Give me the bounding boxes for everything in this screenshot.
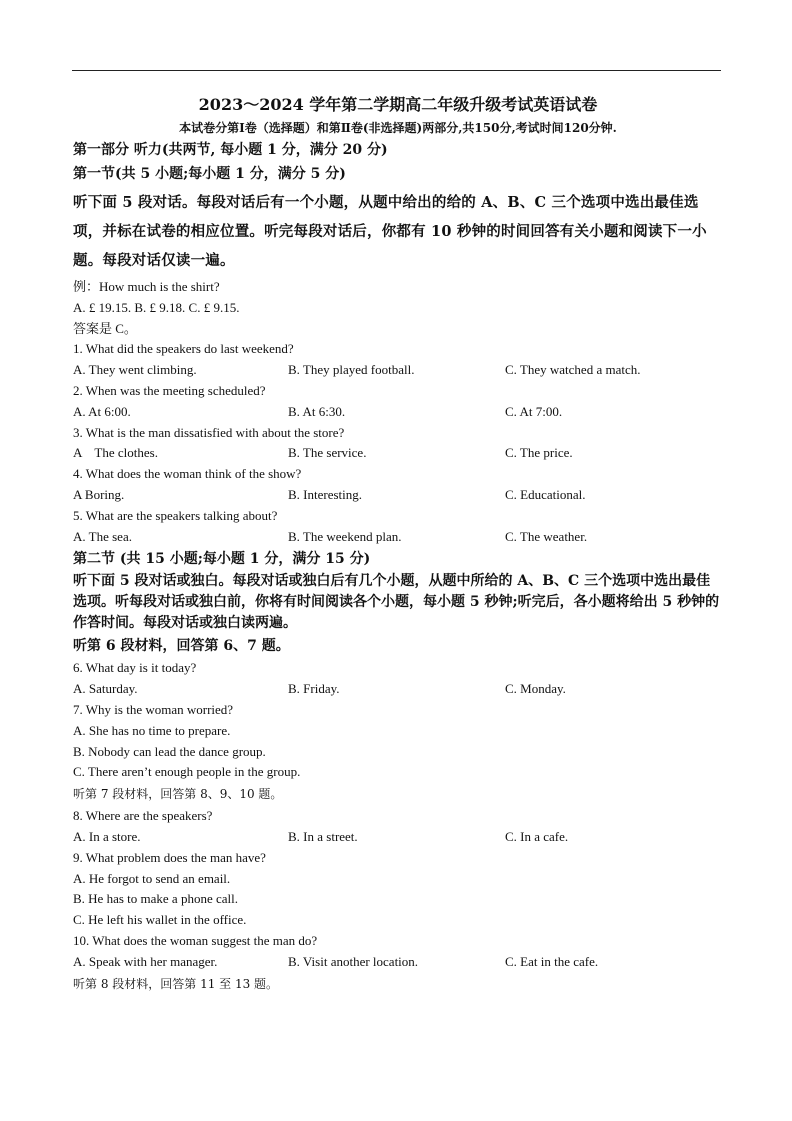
option-b: B. Visit another location. [288, 953, 419, 969]
option-a: A. She has no time to prepare. [73, 722, 231, 738]
option-b: B. At 6:30. [288, 403, 346, 419]
section2-instructions: 听下面 5 段对话或独白。每段对话或独白后有几个小题，从题中所给的 A、B、C 三个选项中选出最佳选项。听每段对话或独白前，你将有时间阅读各个小题，每小题 5 秒钟;听完后，各小题将给出 5 秒钟的作答时间。每段对话或独白读两遍。 [73, 573, 720, 632]
section1-header: 第一节(共 5 小题;每小题 1 分，满分 5 分) [73, 166, 346, 182]
option-a: A The clothes. [73, 445, 158, 461]
option-a: A. They went climbing. [73, 362, 197, 378]
question-7: 7. Why is the woman worried? [73, 701, 234, 717]
option-a: A. In a store. [73, 828, 141, 844]
example-answer: 答案是 C。 [73, 320, 137, 336]
option-c: C. There aren’t enough people in the group. [73, 764, 301, 780]
option-b: B. The service. [288, 445, 367, 461]
option-a: A Boring. [73, 486, 125, 502]
option-b: B. Nobody can lead the dance group. [73, 743, 266, 759]
option-c: C. Educational. [505, 486, 586, 502]
part1-header: 第一部分 听力(共两节, 每小题 1 分，满分 20 分) [73, 142, 388, 158]
question-4-options [73, 485, 723, 506]
question-9: 9. What problem does the man have? [73, 849, 266, 865]
option-a: A. Saturday. [73, 681, 138, 697]
option-b: B. The weekend plan. [288, 528, 402, 544]
exam-title: 2023～2024 学年第二学期高二年级升级考试英语试卷 [198, 95, 598, 114]
option-c: C. At 7:00. [505, 403, 563, 419]
option-c: C. Eat in the cafe. [505, 953, 599, 969]
option-b: B. They played football. [288, 362, 415, 378]
top-rule [72, 70, 721, 71]
option-c: C. Monday. [505, 681, 566, 697]
question-10-options [73, 952, 723, 973]
option-c: C. They watched a match. [505, 362, 641, 378]
question-6: 6. What day is it today? [73, 660, 197, 676]
question-3-options [73, 443, 723, 464]
option-c: C. He left his wallet in the office. [73, 912, 247, 928]
section2-header: 第二节 (共 15 小题;每小题 1 分，满分 15 分) [73, 551, 371, 568]
material-8-instruction: 听第 8 段材料，回答第 11 至 13 题。 [73, 976, 279, 991]
question-2-options [73, 402, 723, 423]
question-8-options [73, 827, 723, 848]
option-a: A. He forgot to send an email. [73, 870, 231, 886]
question-10: 10. What does the woman suggest the man do? [73, 932, 318, 948]
example-options: A. £ 19.15. B. £ 9.18. C. £ 9.15. [73, 299, 240, 315]
option-b: B. Friday. [288, 681, 340, 697]
option-a: A. Speak with her manager. [73, 953, 218, 969]
option-a: A. At 6:00. [73, 403, 131, 419]
question-6-options [73, 679, 723, 700]
option-c: C. The price. [505, 445, 573, 461]
option-b: B. Interesting. [288, 486, 363, 502]
option-b: B. In a street. [288, 828, 358, 844]
option-b: B. He has to make a phone call. [73, 891, 238, 907]
material-6-instruction: 听第 6 段材料，回答第 6、7 题。 [73, 638, 290, 655]
question-1: 1. What did the speakers do last weekend? [73, 341, 294, 357]
question-2: 2. When was the meeting scheduled? [73, 382, 266, 398]
example-question: 例：How much is the shirt? [73, 279, 220, 294]
option-c: C. The weather. [505, 528, 588, 544]
material-7-instruction: 听第 7 段材料，回答第 8、9、10 题。 [73, 787, 283, 802]
question-5: 5. What are the speakers talking about? [73, 507, 278, 523]
exam-page [73, 92, 723, 996]
option-c: C. In a cafe. [505, 828, 569, 844]
question-1-options [73, 360, 723, 381]
question-5-options [73, 527, 723, 548]
option-a: A. The sea. [73, 528, 132, 544]
section1-instructions: 听下面 5 段对话。每段对话后有一个小题，从题中给出的给的 A、B、C 三个选项中选出最佳选项，并标在试卷的相应位置。听完每段对话后，你都有 10 秒钟的时间回答有关小题和阅读下一小题。每段对话仅读一遍。 [73, 194, 707, 269]
question-8: 8. Where are the speakers? [73, 808, 213, 824]
question-4: 4. What does the woman think of the show? [73, 466, 302, 482]
question-3: 3. What is the man dissatisfied with about the store? [73, 424, 345, 440]
exam-subtitle: 本试卷分第Ⅰ卷（选择题）和第Ⅱ卷(非选择题)两部分,共150分,考试时间120分钟. [179, 121, 617, 135]
